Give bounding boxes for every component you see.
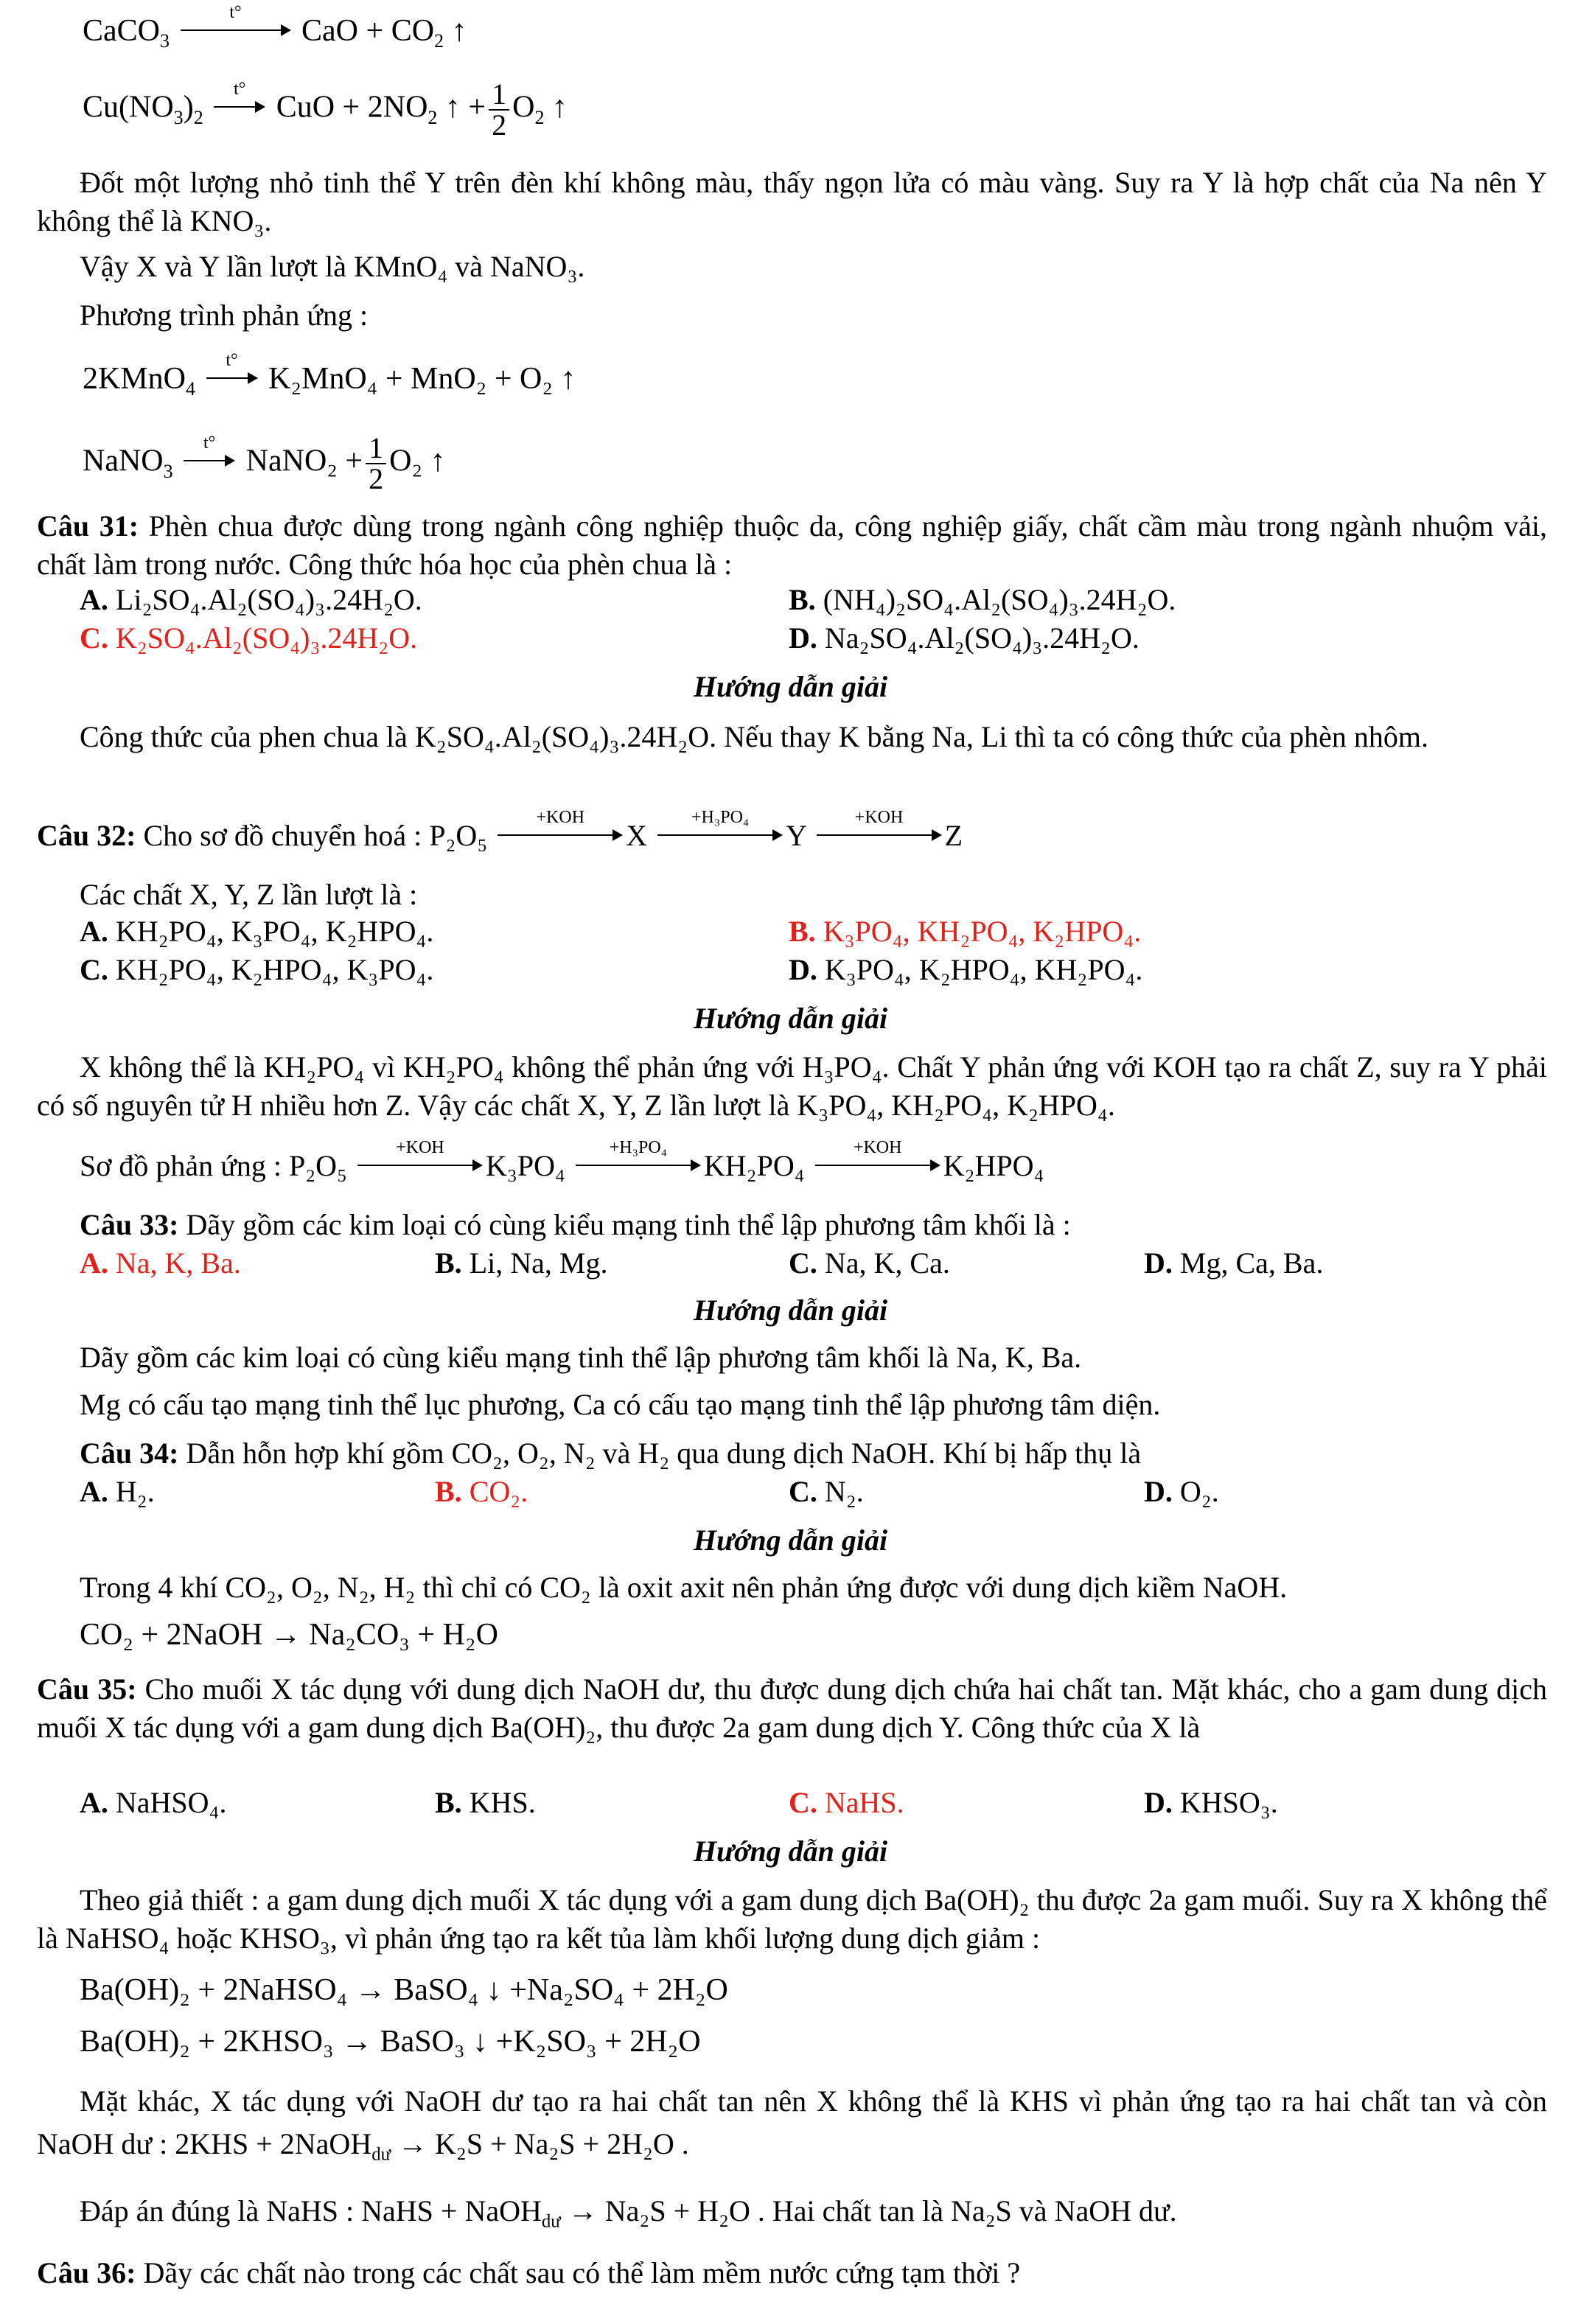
question-34: Câu 34: Dẫn hỗn hợp khí gồm CO₂, O₂, N₂ và H₂ qua dung dịch NaOH. Khí bị hấp thụ là	[80, 1437, 1142, 1470]
q35-solution-1: Theo giả thiết : a gam dung dịch muối X tác dụng với a gam dung dịch Ba(OH)₂ thu được 2a gam muối. Suy ra X không thể là NaHSO₄ hoặc KHSO₃, vì phản ứng tạo ra kết tủa làm khối lượng dung dịch giảm :	[37, 1883, 1547, 1955]
question-36: Câu 36: Dãy các chất nào trong các chất sau có thể làm mềm nước cứng tạm thời ?	[37, 2256, 1021, 2289]
q32-solution: X không thể là KH₂PO₄ vì KH₂PO₄ không thể phản ứng với H₃PO₄. Chất Y phản ứng với KOH tạo ra chất Z, suy ra Y phải có số nguyên tử H nhiều hơn Z. Vậy các chất X, Y, Z lần lượt là K₃PO₄, KH₂PO₄, K₂HPO₄.	[37, 1050, 1547, 1122]
q33-solution-2: Mg có cấu tạo mạng tinh thể lục phương, Ca có cấu tạo mạng tinh thể lập phương tâm diện.	[80, 1388, 1161, 1421]
equation-nano3: NaNO$_3$ t° NaNO₂ + $\frac{1}{2}$ O₂ ↑	[83, 431, 446, 495]
q32-option-d[interactable]: D. K₃PO₄, K₂HPO₄, KH₂PO₄.	[789, 953, 1143, 986]
q34-option-d[interactable]: D. O₂.	[1144, 1475, 1219, 1508]
equation-caco3: CaCO$_3$ t° CaO + $CO_2$ ↑	[83, 3, 467, 52]
q31-option-a[interactable]: A. Li₂SO₄.Al₂(SO₄)₃.24H₂O.	[80, 583, 422, 616]
equation-cuno3: $Cu(NO_3)_2$ t° CuO + $2NO_2$ ↑ + $\frac{1}{2}$ $O_2$ ↑	[83, 77, 568, 142]
q32-solution-scheme: Sơ đồ phản ứng : P₂O₅ +KOH K₃PO₄ +H₃PO₄ KH₂PO₄ +KOH K₂HPO₄	[80, 1138, 1044, 1182]
q32-ask: Các chất X, Y, Z lần lượt là :	[80, 878, 418, 911]
q33-option-d[interactable]: D. Mg, Ca, Ba.	[1144, 1246, 1324, 1280]
q31-option-d[interactable]: D. Na₂SO₄.Al₂(SO₄)₃.24H₂O.	[789, 621, 1139, 655]
q33-option-c[interactable]: C. Na, K, Ca.	[789, 1246, 950, 1280]
q33-guide-heading: Hướng dẫn giải	[693, 1294, 888, 1327]
question-31: Câu 31: Phèn chua được dùng trong ngành công nghiệp thuộc da, công nghiệp giấy, chất cầm màu trong ngành nhuộm vải, chất làm trong nước. Công thức hóa học của phèn chua là :	[37, 509, 1548, 581]
intro-conclusion: Vậy X và Y lần lượt là KMnO₄ và NaNO₃.	[80, 250, 585, 283]
q31-option-b[interactable]: B. (NH₄)₂SO₄.Al₂(SO₄)₃.24H₂O.	[789, 583, 1176, 616]
q31-guide-heading: Hướng dẫn giải	[693, 670, 888, 703]
intro-paragraph: Đốt một lượng nhỏ tinh thể Y trên đèn khí không màu, thấy ngọn lửa có màu vàng. Suy ra Y là hợp chất của Na nên Y không thể là KNO₃.	[37, 166, 1547, 237]
equation-kmno4: 2KMnO$_4$ t° K₂MnO₄ + MnO₂ + O₂ ↑	[83, 351, 576, 400]
q34-option-c[interactable]: C. N₂.	[789, 1475, 864, 1508]
q35-option-a[interactable]: A. NaHSO₄.	[80, 1786, 227, 1819]
q32-option-b[interactable]: B. K₃PO₄, KH₂PO₄, K₂HPO₄.	[789, 915, 1142, 948]
q35-solution-2: Mặt khác, X tác dụng với NaOH dư tạo ra hai chất tan nên X không thể là KHS vì phản ứng tạo ra hai chất tan và còn NaOH dư : 2KHS + 2NaOH$_{dư}$ → K₂S + Na₂S + 2H₂O .	[37, 2084, 1547, 2165]
q32-guide-heading: Hướng dẫn giải	[693, 1002, 888, 1035]
q31-solution: Công thức của phen chua là K₂SO₄.Al₂(SO₄)₃.24H₂O. Nếu thay K bằng Na, Li thì ta có công thức của phèn nhôm.	[80, 720, 1428, 753]
q31-option-c[interactable]: C. K₂SO₄.Al₂(SO₄)₃.24H₂O.	[80, 621, 418, 655]
q35-equation-1: Ba(OH)₂ + 2NaHSO₄ → BaSO₄ ↓ +Na₂SO₄ + 2H₂O	[80, 1973, 728, 2007]
q35-equation-2: Ba(OH)₂ + 2KHSO₃ → BaSO₃ ↓ +K₂SO₃ + 2H₂O	[80, 2025, 701, 2059]
q32-option-c[interactable]: C. KH₂PO₄, K₂HPO₄, K₃PO₄.	[80, 953, 434, 986]
q34-equation: CO₂ + 2NaOH → Na₂CO₃ + H₂O	[80, 1618, 498, 1652]
q33-option-b[interactable]: B. Li, Na, Mg.	[435, 1246, 608, 1280]
q33-option-a[interactable]: A. Na, K, Ba.	[80, 1246, 241, 1280]
question-33: Câu 33: Dãy gồm các kim loại có cùng kiểu mạng tinh thể lập phương tâm khối là :	[80, 1208, 1071, 1241]
q35-option-d[interactable]: D. KHSO₃.	[1144, 1786, 1278, 1819]
q35-option-b[interactable]: B. KHS.	[435, 1786, 536, 1819]
question-35: Câu 35: Cho muối X tác dụng với dung dịch NaOH dư, thu được dung dịch chứa hai chất tan. Mặt khác, cho a gam dung dịch muối X tác dụng với a gam dung dịch Ba(OH)₂, thu được 2a gam dung dịch Y. Công thức của X là	[37, 1672, 1547, 1744]
question-32: Câu 32: Cho sơ đồ chuyển hoá : P₂O₅ +KOH X +H₃PO₄ Y +KOH Z	[37, 808, 963, 852]
q35-solution-3: Đáp án đúng là NaHS : NaHS + NaOH$_{dư}$ → Na₂S + H₂O . Hai chất tan là Na₂S và NaOH dư.	[80, 2194, 1177, 2232]
q34-guide-heading: Hướng dẫn giải	[693, 1524, 888, 1557]
q35-guide-heading: Hướng dẫn giải	[693, 1835, 888, 1868]
q34-option-b[interactable]: B. CO₂.	[435, 1475, 528, 1508]
q33-solution-1: Dãy gồm các kim loại có cùng kiểu mạng tinh thể lập phương tâm khối là Na, K, Ba.	[80, 1341, 1082, 1374]
q34-solution: Trong 4 khí CO₂, O₂, N₂, H₂ thì chỉ có CO₂ là oxit axit nên phản ứng được với dung dịch kiềm NaOH.	[80, 1571, 1288, 1604]
intro-reaction-heading: Phương trình phản ứng :	[80, 299, 369, 332]
q34-option-a[interactable]: A. H₂.	[80, 1475, 155, 1508]
q35-option-c[interactable]: C. NaHS.	[789, 1786, 904, 1819]
q32-option-a[interactable]: A. KH₂PO₄, K₃PO₄, K₂HPO₄.	[80, 915, 434, 948]
